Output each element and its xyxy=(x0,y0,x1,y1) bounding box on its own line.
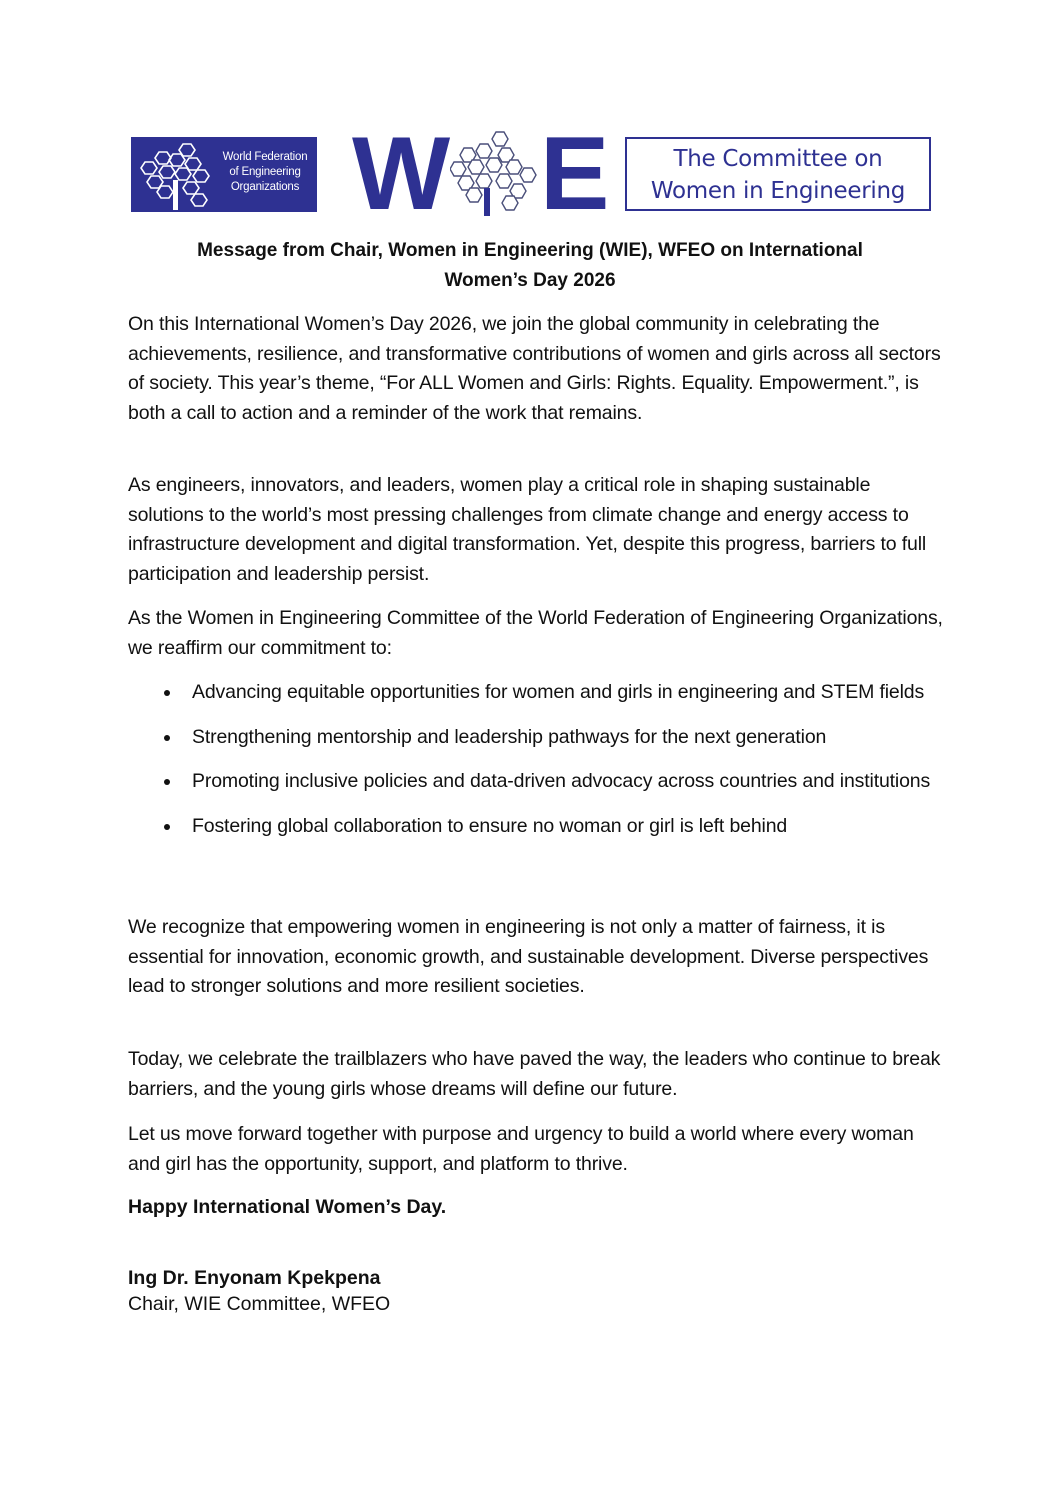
committee-logo xyxy=(625,137,931,211)
wfeo-text-line: Organizations xyxy=(230,181,300,193)
wfeo-logo xyxy=(131,137,317,212)
wie-logo-e: E xyxy=(540,116,610,232)
title-line: Women’s Day 2026 xyxy=(444,270,616,291)
tree-icon xyxy=(135,140,217,210)
list-item xyxy=(128,767,943,797)
wie-logo xyxy=(350,116,610,232)
bullet-icon xyxy=(164,690,170,696)
list-item xyxy=(128,723,943,753)
paragraph-commitment-intro: As the Women in Engineering Committee of the World Federation of Engineering Organizations, we reaffirm our commitment to: xyxy=(128,607,943,659)
paragraph-intro: On this International Women’s Day 2026, we join the global community in celebrating the achievements, resilience, and transformative contributions of women and girls across all sectors of society. This year’s theme, “For ALL Women and Girls: Rights. Equality. Empowerment.”, is both a call to action and a reminder of the work that remains. xyxy=(128,313,941,424)
paragraph-move-forward: Let us move forward together with purpose and urgency to build a world where every woman and girl has the opportunity, support, and platform to thrive. xyxy=(128,1123,914,1175)
wfeo-logo-text xyxy=(217,150,313,195)
list-item-text: Fostering global collaboration to ensure no woman or girl is left behind xyxy=(192,814,788,837)
signature-title: Chair, WIE Committee, WFEO xyxy=(128,1293,391,1315)
title-line: Message from Chair, Women in Engineering (WIE), WFEO on International xyxy=(197,240,863,261)
closing-greeting: Happy International Women’s Day. xyxy=(128,1196,447,1218)
list-item xyxy=(128,812,943,842)
list-item-text: Promoting inclusive policies and data-driven advocacy across countries and institutions xyxy=(192,770,931,792)
paragraph-celebrate: Today, we celebrate the trailblazers who have paved the way, the leaders who continue to break barriers, and the young girls whose dreams will define our future. xyxy=(128,1048,941,1100)
document-title xyxy=(120,236,940,296)
bullet-icon xyxy=(164,735,170,741)
bullet-icon xyxy=(164,779,170,785)
committee-logo-line: The Committee on xyxy=(673,146,883,172)
wie-logo-w: W xyxy=(352,116,451,232)
bullet-icon xyxy=(164,824,170,830)
list-item xyxy=(128,678,943,708)
list-item-text: Strengthening mentorship and leadership pathways for the next generation xyxy=(192,725,827,748)
commitments-list xyxy=(128,678,943,856)
paragraph-role: As engineers, innovators, and leaders, women play a critical role in shaping sustainable solutions to the world’s most pressing challenges from climate change and energy access to infrastructure development and digital transformation. Yet, despite this progress, barriers to full participation and leadership persist. xyxy=(128,474,927,585)
signature-name: Ing Dr. Enyonam Kpekpena xyxy=(128,1267,381,1289)
list-item-text: Advancing equitable opportunities for women and girls in engineering and STEM fields xyxy=(192,681,925,703)
wfeo-text-line: World Federation xyxy=(222,151,308,163)
tree-icon xyxy=(450,130,540,218)
paragraph-recognize: We recognize that empowering women in engineering is not only a matter of fairness, it is essential for innovation, economic growth, and sustainable development. Diverse perspectives lead to stronger solutions and more resilient societies. xyxy=(128,916,929,997)
committee-logo-line: Women in Engineering xyxy=(650,178,906,204)
wfeo-text-line: of Engineering xyxy=(229,166,301,178)
